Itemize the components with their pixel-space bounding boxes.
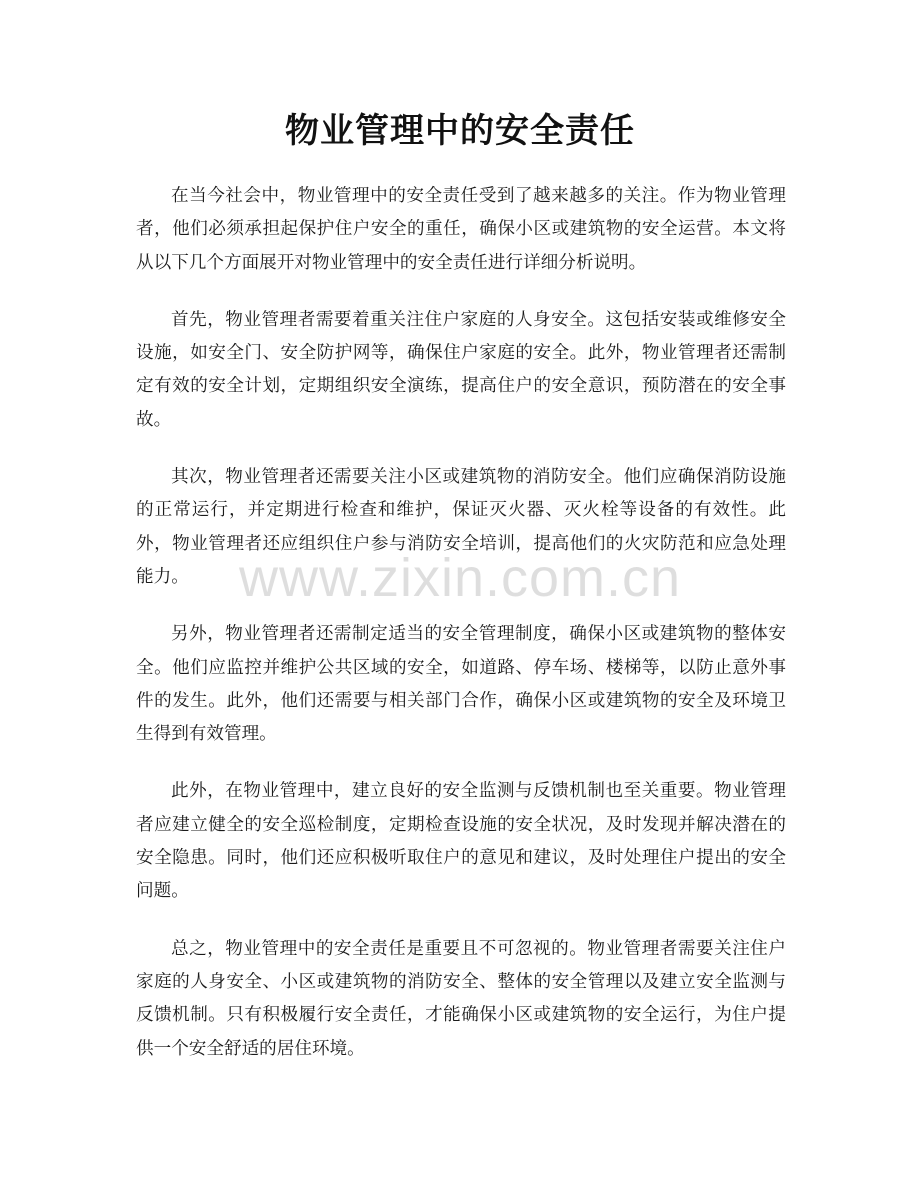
paragraph-intro: 在当今社会中，物业管理中的安全责任受到了越来越多的关注。作为物业管理者，他们必须承担起保护住户安全的重任，确保小区或建筑物的安全运营。本文将从以下几个方面展开对物业管理中的安全责任进行详细分析说明。 (136, 186, 786, 273)
paragraph-safety-management: 另外，物业管理者还需制定适当的安全管理制度，确保小区或建筑物的整体安全。他们应监控并维护公共区域的安全，如道路、停车场、楼梯等，以防止意外事件的发生。此外，他们还需要与相关部门合作，确保小区或建筑物的安全及环境卫生得到有效管理。 (136, 624, 786, 745)
paragraph-personal-safety: 首先，物业管理者需要着重关注住户家庭的人身安全。这包括安装或维修安全设施，如安全门、安全防护网等，确保住户家庭的安全。此外，物业管理者还需制定有效的安全计划，定期组织安全演练，提高住户的安全意识，预防潜在的安全事故。 (136, 309, 786, 430)
document-body (136, 180, 786, 1090)
document-title: 物业管理中的安全责任 (285, 111, 635, 151)
paragraph-conclusion: 总之，物业管理中的安全责任是重要且不可忽视的。物业管理者需要关注住户家庭的人身安全、小区或建筑物的消防安全、整体的安全管理以及建立安全监测与反馈机制。只有积极履行安全责任，才能确保小区或建筑物的安全运行，为住户提供一个安全舒适的居住环境。 (136, 938, 786, 1059)
paragraph-fire-safety: 其次，物业管理者还需要关注小区或建筑物的消防安全。他们应确保消防设施的正常运行，并定期进行检查和维护，保证灭火器、灭火栓等设备的有效性。此外，物业管理者还应组织住户参与消防安全培训，提高他们的火灾防范和应急处理能力。 (136, 467, 786, 587)
watermark: www.zixin.com.cn (238, 548, 682, 608)
paragraph-monitoring-feedback: 此外，在物业管理中，建立良好的安全监测与反馈机制也至关重要。物业管理者应建立健全的安全巡检制度，定期检查设施的安全状况，及时发现并解决潜在的安全隐患。同时，他们还应积极听取住户的意见和建议，及时处理住户提出的安全问题。 (136, 781, 786, 902)
